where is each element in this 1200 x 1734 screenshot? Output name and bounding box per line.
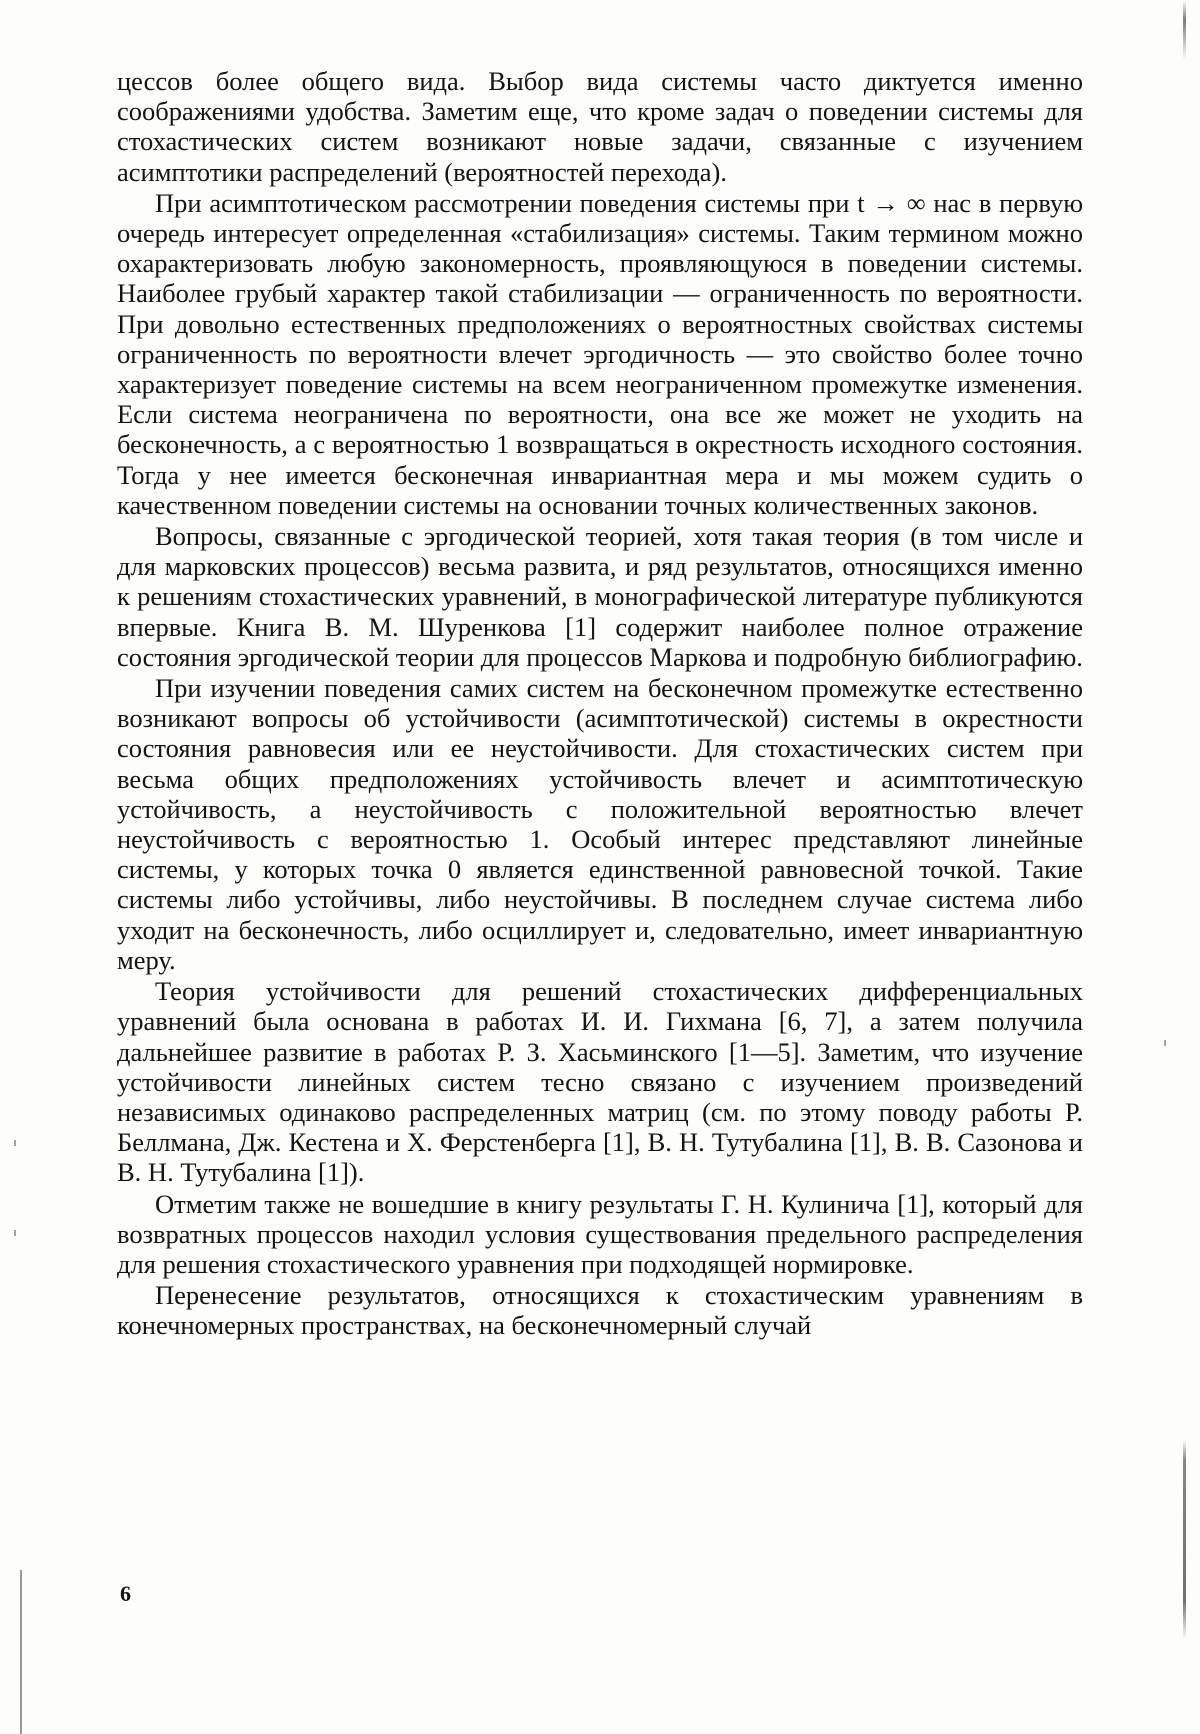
- page-number: 6: [120, 1581, 131, 1606]
- scan-speck: [14, 1230, 16, 1236]
- paragraph: Отметим также не вошедшие в книгу результаты Г. Н. Кулинича [1], который для возвратных процессов находил условия существования предельного распределения для решения стохастического уравнения при подходящей нормировке.: [117, 1188, 1083, 1279]
- paragraph: Перенесение результатов, относящихся к стохастическим уравнениям в конечномерных пространствах, на бесконечномерный случай: [117, 1280, 1083, 1341]
- body-text: [117, 66, 1083, 1341]
- paragraph: Теория устойчивости для решений стохастических дифференциальных уравнений была основана в работах И. И. Гихмана [6, 7], а затем получила дальнейшее развитие в работах Р. З. Хасьминского [1—5]. Заметим, что изучение устойчивости линейных систем тесно связано с изучением произведений независимых одинаково распределенных матриц (см. по этому поводу работы Р. Беллмана, Дж. Кестена и Х. Ферстенберга [1], В. Н. Тутубалина [1], В. В. Сазонова и В. Н. Тутубалина [1]).: [117, 976, 1083, 1188]
- paragraph: цессов более общего вида. Выбор вида системы часто диктуется именно соображениями удобства. Заметим еще, что кроме задач о поведении системы для стохастических систем возникают новые задачи, связанные с изучением асимптотики распределений (вероятностей перехода).: [117, 66, 1083, 187]
- scan-speck: [1164, 1040, 1166, 1046]
- scan-edge-artifact: [20, 1570, 22, 1734]
- scan-edge-artifact: [1183, 0, 1186, 1734]
- paragraph: При асимптотическом рассмотрении поведения системы при t → ∞ нас в первую очередь интересует определенная «стабилизация» системы. Таким термином можно охарактеризовать любую закономерность, проявляющуюся в поведении системы. Наиболее грубый характер такой стабилизации — ограниченность по вероятности. При довольно естественных предположениях о вероятностных свойствах системы ограниченность по вероятности влечет эргодичность — это свойство более точно характеризует поведение системы на всем неограниченном промежутке изменения. Если система неограничена по вероятности, она все же может не уходить на бесконечность, а с вероятностью 1 возвращаться в окрестность исходного состояния. Тогда у нее имеется бесконечная инвариантная мера и мы можем судить о качественном поведении системы на основании точных количественных законов.: [117, 187, 1083, 520]
- paragraph: При изучении поведения самих систем на бесконечном промежутке естественно возникают вопросы об устойчивости (асимптотической) системы в окрестности состояния равновесия или ее неустойчивости. Для стохастических систем при весьма общих предположениях устойчивость влечет и асимптотическую устойчивость, а неустойчивость с положительной вероятностью влечет неустойчивость с вероятностью 1. Особый интерес представляют линейные системы, у которых точка 0 является единственной равновесной точкой. Такие системы либо устойчивы, либо неустойчивы. В последнем случае система либо уходит на бесконечность, либо осциллирует и, следовательно, имеет инвариантную меру.: [117, 673, 1083, 975]
- scan-speck: [14, 1140, 16, 1146]
- paragraph: Вопросы, связанные с эргодической теорией, хотя такая теория (в том числе и для марковских процессов) весьма развита, и ряд результатов, относящихся именно к решениям стохастических уравнений, в монографической литературе публикуются впервые. Книга В. М. Шуренкова [1] содержит наиболее полное отражение состояния эргодической теории для процессов Маркова и подробную библиографию.: [117, 521, 1083, 672]
